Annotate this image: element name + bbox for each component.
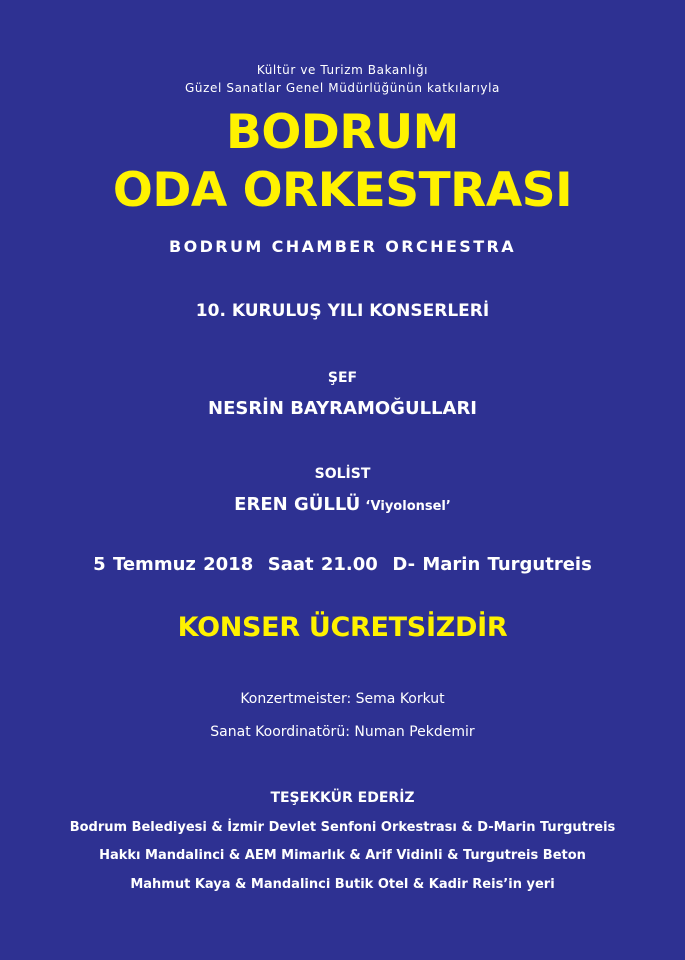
- free-concert-notice: KONSER ÜCRETSİZDİR: [177, 612, 508, 643]
- thanks-line-1: Bodrum Belediyesi & İzmir Devlet Senfoni Orkestrası & D-Marin Turgutreis: [69, 820, 616, 835]
- soloist-line: [0, 494, 685, 515]
- thanks-line-3: Mahmut Kaya & Mandalinci Butik Otel & Kadir Reis’in yeri: [130, 877, 555, 892]
- conductor-label: ŞEF: [327, 370, 358, 386]
- conductor-name: NESRİN BAYRAMOĞULLARI: [208, 398, 477, 419]
- thanks-heading: TEŞEKKÜR EDERİZ: [270, 790, 415, 806]
- title-line-2: ODA ORKESTRASI: [112, 163, 573, 218]
- soloist-name: EREN GÜLLÜ: [234, 494, 361, 515]
- konzertmeister-credit: Konzertmeister: Sema Korkut: [240, 691, 445, 707]
- art-coordinator-credit: Sanat Koordinatörü: Numan Pekdemir: [210, 724, 475, 740]
- soloist-label: SOLİST: [314, 466, 371, 482]
- thanks-line-2: Hakkı Mandalinci & AEM Mimarlık & Arif Vidinli & Turgutreis Beton: [99, 848, 586, 863]
- event-info: 5 Temmuz 2018 Saat 21.00 D- Marin Turgutreis: [93, 554, 592, 575]
- title-line-1: BODRUM: [226, 105, 459, 160]
- ministry-line-2: Güzel Sanatlar Genel Müdürlüğünün katkılarıyla: [185, 81, 500, 95]
- soloist-instrument: ‘Viyolonsel’: [365, 499, 451, 514]
- anniversary-heading: 10. KURULUŞ YILI KONSERLERİ: [195, 301, 490, 321]
- ministry-line-1: Kültür ve Turizm Bakanlığı: [256, 63, 429, 77]
- subtitle: BODRUM CHAMBER ORCHESTRA: [168, 237, 517, 256]
